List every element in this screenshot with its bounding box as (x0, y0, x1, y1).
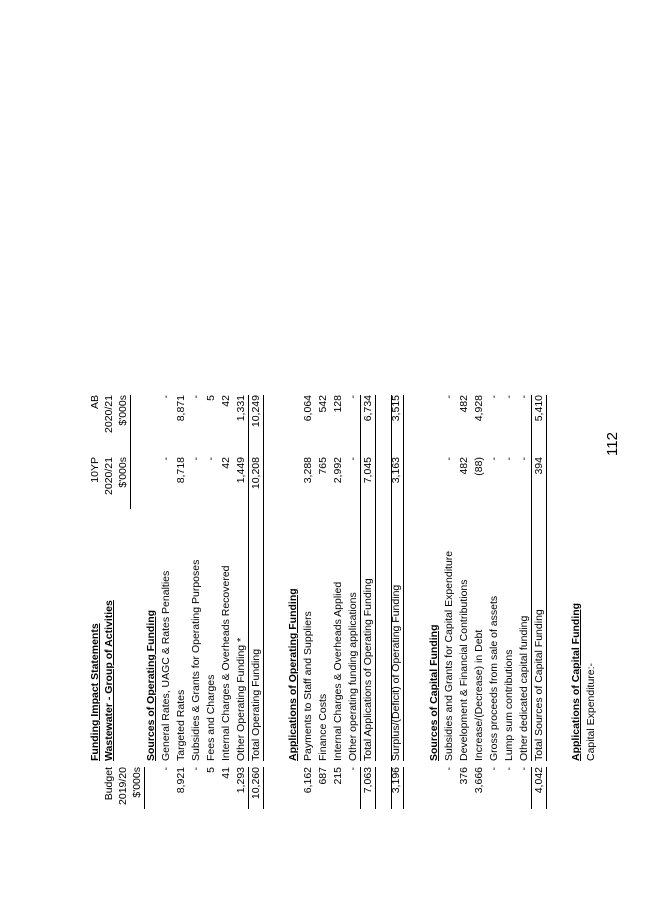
table-row (219, 391, 234, 809)
budget-value: 5 (205, 767, 217, 773)
tenyp-value: - (488, 457, 500, 461)
row-label: Other operating funding applications (347, 592, 359, 761)
ab-value: - (347, 395, 359, 399)
table-row (159, 391, 174, 809)
row-label: Increase/(Decrease) in Debt (473, 629, 485, 761)
table-row (487, 391, 502, 809)
row-label: Payments to Staff and Suppliers (302, 611, 314, 761)
row-label: Targeted Rates (175, 689, 187, 761)
row-label: Capital Expenditure:- (585, 662, 597, 761)
row-label: Gross proceeds from sale of assets (488, 595, 500, 761)
row-label: Applications of Operating Funding (287, 588, 299, 761)
tenyp-value: 2,992 (332, 457, 344, 484)
statement-title: Funding Impact Statements (89, 623, 101, 761)
row-label: Internal Charges & Overheads Recovered (220, 565, 232, 761)
row-label: Fees and Charges (205, 674, 217, 761)
tenyp-value: 8,718 (175, 457, 187, 484)
section-heading (569, 391, 584, 809)
row-label: Lump sum contributions (503, 649, 515, 761)
ab-value: 42 (220, 395, 232, 407)
tenyp-value: 394 (533, 457, 545, 475)
table-row (234, 391, 249, 809)
ab-value: 482 (458, 395, 470, 413)
ab-value: 4,928 (473, 395, 485, 422)
tenyp-value: (88) (473, 457, 485, 476)
row-label: Total Sources of Capital Funding (533, 609, 545, 761)
budget-value: 215 (332, 767, 344, 785)
tenyp-value: 3,288 (302, 457, 314, 484)
row-label: Finance Costs (317, 693, 329, 761)
ab-value: - (503, 395, 515, 399)
table-row (346, 391, 361, 809)
section-heading (427, 391, 442, 809)
budget-value: - (488, 767, 500, 771)
ab-value: 6,064 (302, 395, 314, 422)
budget-value: 687 (317, 767, 329, 785)
table-row (331, 391, 346, 809)
table-row (174, 391, 189, 809)
row-label: Internal Charges & Overheads Applied (332, 581, 344, 761)
tenyp-value: 10,208 (250, 457, 262, 490)
table-row (301, 391, 316, 809)
tenyp-value: - (518, 457, 530, 461)
tenyp-value: - (347, 457, 359, 461)
tenyp-value: - (205, 457, 217, 461)
ab-value: - (443, 395, 455, 399)
budget-value: - (518, 767, 530, 771)
budget-col-unit: $'000s (131, 767, 143, 798)
ab-value: 8,871 (175, 395, 187, 422)
tenyp-col-year: 2020/21 (103, 457, 115, 495)
ab-value: - (518, 395, 530, 399)
row-label: Total Operating Funding (250, 648, 262, 761)
table-row (316, 391, 331, 809)
budget-value: 3,666 (473, 767, 485, 794)
budget-value: 10,260 (250, 767, 262, 800)
total-row (532, 391, 547, 809)
budget-value: 1,293 (235, 767, 247, 794)
tenyp-value: - (503, 457, 515, 461)
page-number: 112 (604, 432, 621, 456)
budget-value: 3,196 (390, 767, 402, 794)
ab-col-unit: $'000s (117, 395, 129, 426)
tenyp-value: 42 (220, 457, 232, 469)
row-label: General Rates, UAGC & Rates Penalties (160, 570, 172, 761)
ab-col-year: 2020/21 (103, 395, 115, 433)
ab-value: 5 (205, 395, 217, 401)
row-label: Sources of Capital Funding (428, 624, 440, 761)
ab-value: 10,249 (250, 395, 262, 428)
row-label: Development & Financial Contributions (458, 579, 470, 761)
row-label: Applications of Capital Funding (570, 602, 582, 761)
budget-value: - (160, 767, 172, 771)
ab-value: 3,515 (390, 395, 402, 422)
budget-value: - (443, 767, 455, 771)
table-row (189, 391, 204, 809)
total-row (361, 391, 376, 809)
statement-subtitle: Wastewater - Group of Activities (103, 600, 115, 761)
ab-col-label: AB (89, 395, 101, 410)
budget-value: 7,063 (362, 767, 374, 794)
table-row (204, 391, 219, 809)
row-label: Other Operating Funding * (235, 637, 247, 761)
ab-value: - (160, 395, 172, 399)
ab-value: 1,331 (235, 395, 247, 422)
row-label: Subsidies and Grants for Capital Expenditure (443, 550, 455, 761)
tenyp-value: - (190, 457, 202, 461)
tenyp-col-unit: $'000s (117, 457, 129, 488)
budget-value: 4,042 (533, 767, 545, 794)
row-label: Surplus/(Deficit) of Operating Funding (390, 584, 402, 761)
tenyp-value: - (160, 457, 172, 461)
tenyp-col-label: 10YP (89, 457, 101, 483)
row-label: Total Applications of Operating Funding (362, 578, 374, 761)
budget-col-year: 2019/20 (117, 767, 129, 805)
budget-value: 6,162 (302, 767, 314, 794)
budget-value: 41 (220, 767, 232, 779)
row-label: Subsidies & Grants for Operating Purposes (190, 559, 202, 761)
tenyp-value: - (443, 457, 455, 461)
budget-value: - (347, 767, 359, 771)
table-row (517, 391, 532, 809)
ab-value: 5,410 (533, 395, 545, 422)
budget-value: - (190, 767, 202, 771)
rotated-statement (86, 391, 645, 809)
section-heading (286, 391, 301, 809)
tenyp-value: 482 (458, 457, 470, 475)
tenyp-value: 7,045 (362, 457, 374, 484)
table-row (442, 391, 457, 809)
budget-value: 8,921 (175, 767, 187, 794)
table-row (472, 391, 487, 809)
row-label: Other dedicated capital funding (518, 615, 530, 761)
budget-col-label: Budget (103, 767, 115, 801)
budget-value: 376 (458, 767, 470, 785)
budget-value: - (503, 767, 515, 771)
table-row (457, 391, 472, 809)
ab-value: - (190, 395, 202, 399)
ab-value: - (488, 395, 500, 399)
total-row (249, 391, 264, 809)
ab-value: 128 (332, 395, 344, 413)
section-heading (144, 391, 159, 809)
tenyp-value: 3,163 (390, 457, 402, 484)
ab-value: 542 (317, 395, 329, 413)
ab-value: 6,734 (362, 395, 374, 422)
tenyp-value: 765 (317, 457, 329, 475)
tenyp-value: 1,449 (235, 457, 247, 484)
subheading-row (584, 391, 599, 809)
table-row (502, 391, 517, 809)
row-label: Sources of Operating Funding (145, 609, 157, 761)
